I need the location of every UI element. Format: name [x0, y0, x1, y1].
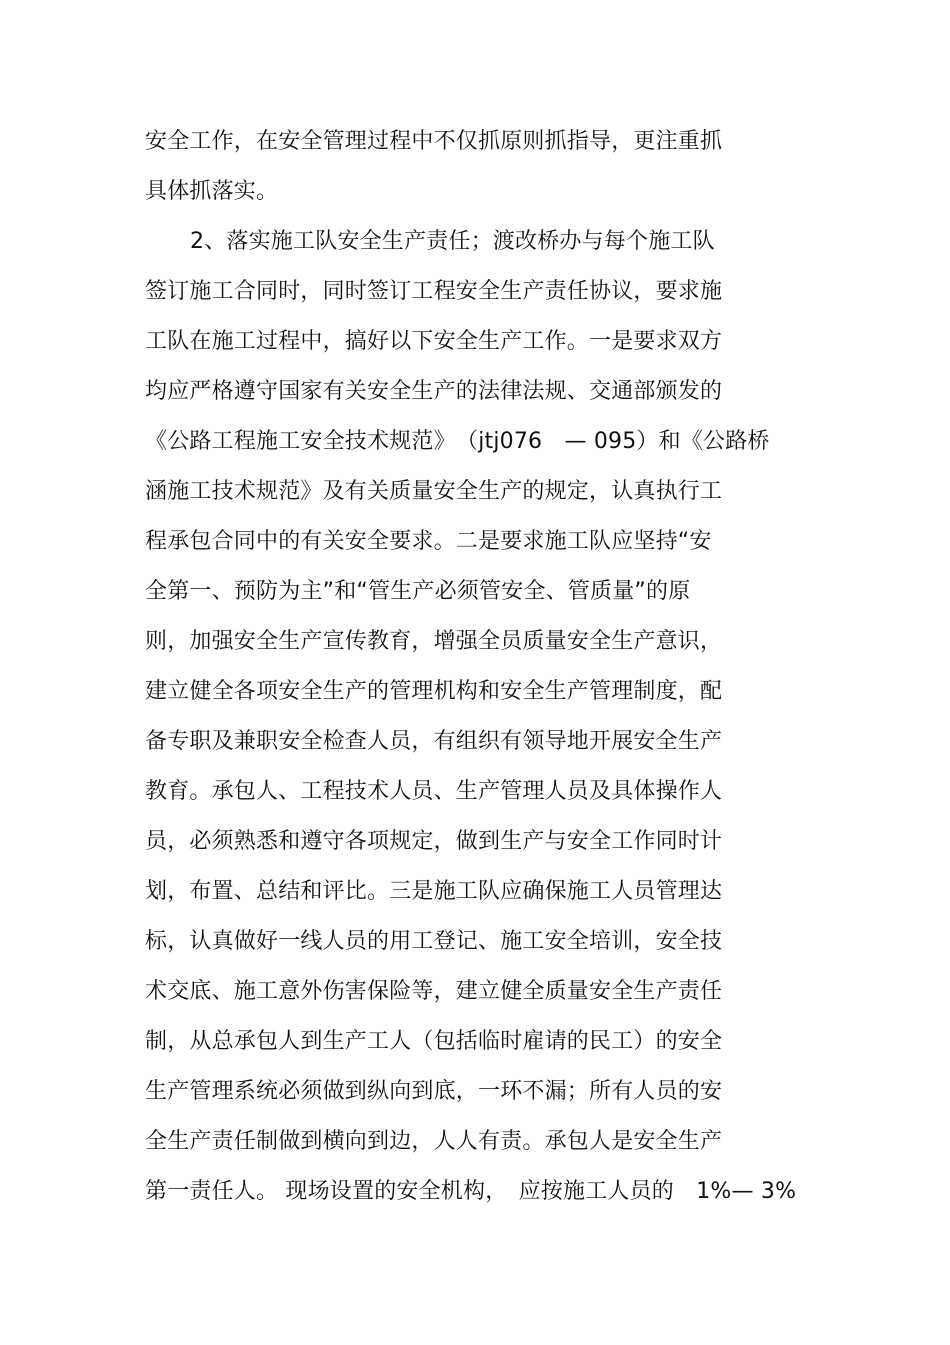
paragraph-line: 全生产责任制做到横向到边，人人有责。承包人是安全生产 [145, 1129, 723, 1154]
paragraph-line: 具体抓落实。 [145, 179, 279, 204]
paragraph-line: 2、落实施工队安全生产责任；渡改桥办与每个施工队 [190, 229, 715, 254]
paragraph-line: 备专职及兼职安全检查人员，有组织有领导地开展安全生产 [145, 729, 723, 754]
paragraph-line: 术交底、施工意外伤害保险等，建立健全质量安全生产责任 [145, 979, 723, 1004]
paragraph-line: 均应严格遵守国家有关安全生产的法律法规、交通部颁发的 [145, 379, 723, 404]
paragraph-line: 程承包合同中的有关安全要求。二是要求施工队应坚持“安 [145, 529, 712, 554]
paragraph-line: 建立健全各项安全生产的管理机构和安全生产管理制度，配 [145, 679, 723, 704]
paragraph-line: 涵施工技术规范》及有关质量安全生产的规定，认真执行工 [145, 479, 723, 504]
paragraph-line: 则，加强安全生产宣传教育，增强全员质量安全生产意识， [145, 629, 723, 654]
paragraph-line: 工队在施工过程中，搞好以下安全生产工作。一是要求双方 [145, 329, 723, 354]
paragraph-line: 教育。承包人、工程技术人员、生产管理人员及具体操作人 [145, 779, 723, 804]
paragraph-line: 安全工作，在安全管理过程中不仅抓原则抓指导，更注重抓 [145, 129, 723, 154]
paragraph-line: 《公路工程施工安全技术规范》 （jtj076 — 095）和《公路桥 [145, 429, 770, 454]
paragraph-line: 制，从总承包人到生产工人（包括临时雇请的民工）的安全 [145, 1029, 723, 1054]
paragraph-line: 生产管理系统必须做到纵向到底，一环不漏；所有人员的安 [145, 1079, 723, 1104]
paragraph-line: 员，必须熟悉和遵守各项规定，做到生产与安全工作同时计 [145, 829, 723, 854]
paragraph-line: 划，布置、总结和评比。三是施工队应确保施工人员管理达 [145, 879, 723, 904]
paragraph-line: 签订施工合同时，同时签订工程安全生产责任协议，要求施 [145, 279, 723, 304]
paragraph-line: 第一责任人。 现场设置的安全机构， 应按施工人员的 1%— 3% [145, 1179, 797, 1204]
paragraph-line: 标，认真做好一线人员的用工登记、施工安全培训，安全技 [145, 929, 723, 954]
paragraph-line: 全第一、预防为主”和“管生产必须管安全、管质量”的原 [145, 579, 691, 604]
